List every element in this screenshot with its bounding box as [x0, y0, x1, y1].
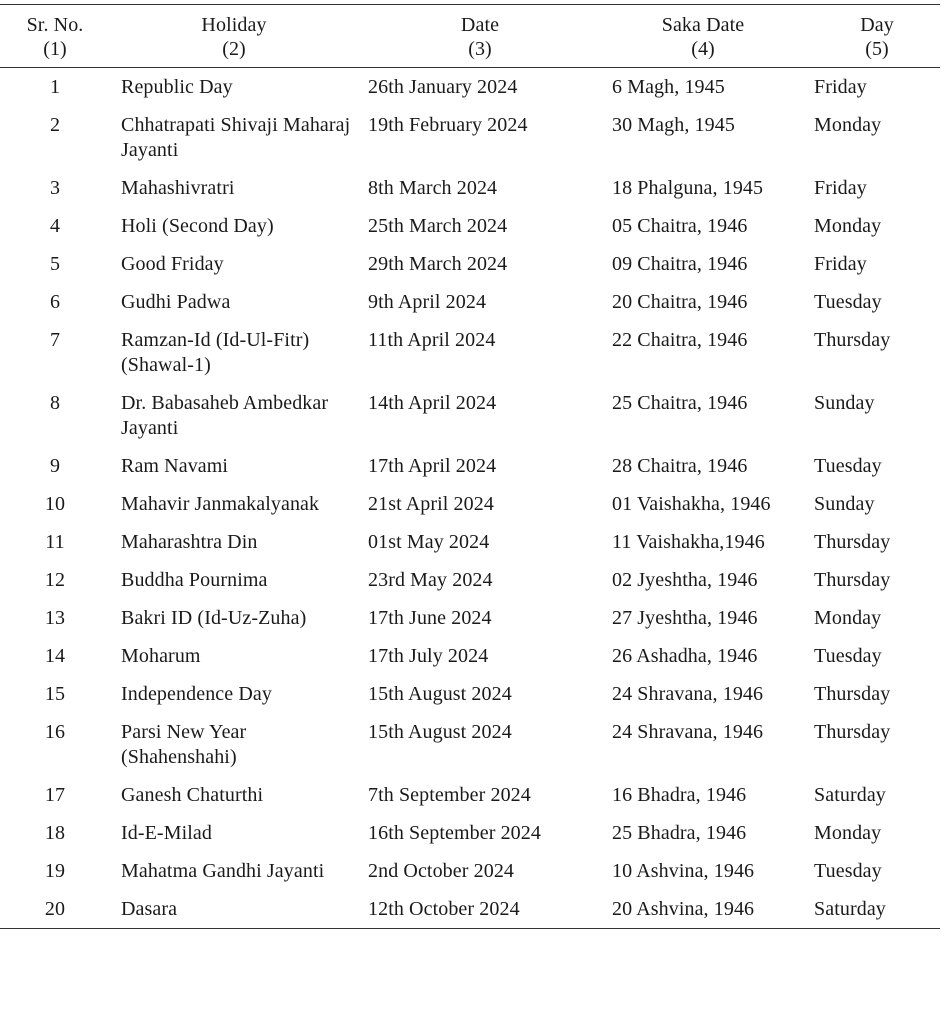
saka-date-cell: 30 Magh, 1945 — [612, 114, 735, 136]
sr-no-cell: 20 — [44, 898, 66, 920]
table-body — [0, 68, 940, 929]
day-cell: Tuesday — [814, 291, 882, 313]
date-cell: 17th April 2024 — [368, 455, 497, 477]
saka-date-cell: 24 Shravana, 1946 — [612, 683, 764, 705]
sr-no-cell: 6 — [49, 291, 61, 313]
table-row — [0, 169, 940, 207]
saka-date-cell: 01 Vaishakha, 1946 — [612, 493, 771, 515]
header-title: Saka Date — [661, 14, 745, 36]
saka-date-cell: 16 Bhadra, 1946 — [612, 784, 747, 806]
table-row — [0, 599, 940, 637]
day-cell: Saturday — [814, 784, 886, 806]
saka-date-cell: 25 Bhadra, 1946 — [612, 822, 747, 844]
holiday-cell: Mahatma Gandhi Jayanti — [121, 860, 325, 882]
day-cell: Thursday — [814, 683, 891, 705]
day-cell: Friday — [814, 253, 867, 275]
date-cell: 25th March 2024 — [368, 215, 508, 237]
sr-no-cell: 2 — [49, 114, 61, 136]
sr-no-cell: 11 — [45, 531, 65, 553]
sr-no-cell: 5 — [49, 253, 61, 275]
date-cell: 2nd October 2024 — [368, 860, 515, 882]
saka-date-cell: 25 Chaitra, 1946 — [612, 392, 748, 414]
sr-no-cell: 16 — [44, 721, 66, 743]
sr-no-cell: 13 — [44, 607, 66, 629]
day-cell: Monday — [814, 822, 882, 844]
day-cell: Saturday — [814, 898, 886, 920]
day-cell: Monday — [814, 607, 882, 629]
sr-no-cell: 12 — [44, 569, 66, 591]
saka-date-cell: 10 Ashvina, 1946 — [612, 860, 755, 882]
date-cell: 9th April 2024 — [368, 291, 487, 313]
day-cell: Tuesday — [814, 645, 882, 667]
table-row — [0, 814, 940, 852]
header-number: (5) — [865, 38, 889, 60]
day-cell: Tuesday — [814, 860, 882, 882]
saka-date-cell: 24 Shravana, 1946 — [612, 721, 764, 743]
sr-no-cell: 3 — [49, 177, 61, 199]
day-cell: Friday — [814, 177, 867, 199]
holiday-cell: Id-E-Milad — [121, 822, 212, 844]
date-cell: 14th April 2024 — [368, 392, 497, 414]
holiday-cell: Ramzan-Id (Id-Ul-Fitr) (Shawal-1) — [121, 329, 310, 376]
date-cell: 8th March 2024 — [368, 177, 498, 199]
day-cell: Thursday — [814, 721, 891, 743]
holiday-cell: Bakri ID (Id-Uz-Zuha) — [121, 607, 307, 629]
date-cell: 15th August 2024 — [368, 683, 512, 705]
sr-no-cell: 1 — [49, 76, 61, 98]
table-row — [0, 384, 940, 447]
date-cell: 19th February 2024 — [368, 114, 528, 136]
date-cell: 12th October 2024 — [368, 898, 520, 920]
table-row — [0, 561, 940, 599]
table-row — [0, 776, 940, 814]
header-number: (2) — [222, 38, 246, 60]
saka-date-cell: 02 Jyeshtha, 1946 — [612, 569, 758, 591]
table-row — [0, 283, 940, 321]
table-row — [0, 321, 940, 384]
holiday-cell: Parsi New Year (Shahenshahi) — [121, 721, 247, 768]
header-day — [804, 5, 940, 68]
header-row — [0, 5, 940, 68]
table-row — [0, 447, 940, 485]
saka-date-cell: 09 Chaitra, 1946 — [612, 253, 748, 275]
sr-no-cell: 15 — [44, 683, 66, 705]
holiday-cell: Moharum — [121, 645, 201, 667]
sr-no-cell: 19 — [44, 860, 66, 882]
day-cell: Tuesday — [814, 455, 882, 477]
date-cell: 01st May 2024 — [368, 531, 490, 553]
saka-date-cell: 18 Phalguna, 1945 — [612, 177, 764, 199]
day-cell: Monday — [814, 215, 882, 237]
header-title: Day — [860, 14, 894, 36]
holiday-cell: Mahavir Janmakalyanak — [121, 493, 320, 515]
date-cell: 11th April 2024 — [368, 329, 496, 351]
holiday-cell: Gudhi Padwa — [121, 291, 231, 313]
saka-date-cell: 28 Chaitra, 1946 — [612, 455, 748, 477]
holiday-cell: Independence Day — [121, 683, 272, 705]
holiday-cell: Buddha Pournima — [121, 569, 268, 591]
header-title: Holiday — [201, 14, 267, 36]
saka-date-cell: 20 Chaitra, 1946 — [612, 291, 748, 313]
date-cell: 21st April 2024 — [368, 493, 494, 515]
holiday-cell: Dr. Babasaheb Ambedkar Jayanti — [121, 392, 329, 439]
date-cell: 15th August 2024 — [368, 721, 512, 743]
saka-date-cell: 11 Vaishakha,1946 — [612, 531, 765, 553]
sr-no-cell: 9 — [49, 455, 61, 477]
day-cell: Sunday — [814, 493, 875, 515]
table-row — [0, 68, 940, 107]
day-cell: Thursday — [814, 329, 891, 351]
holiday-cell: Republic Day — [121, 76, 233, 98]
saka-date-cell: 05 Chaitra, 1946 — [612, 215, 748, 237]
saka-date-cell: 20 Ashvina, 1946 — [612, 898, 755, 920]
header-number: (3) — [468, 38, 492, 60]
table-row — [0, 523, 940, 561]
saka-date-cell: 22 Chaitra, 1946 — [612, 329, 748, 351]
table-row — [0, 675, 940, 713]
header-date — [358, 5, 602, 68]
table-row — [0, 713, 940, 776]
holiday-cell: Maharashtra Din — [121, 531, 258, 553]
holiday-cell: Ganesh Chaturthi — [121, 784, 264, 806]
day-cell: Sunday — [814, 392, 875, 414]
header-title: Sr. No. — [26, 14, 84, 36]
date-cell: 26th January 2024 — [368, 76, 518, 98]
day-cell: Thursday — [814, 531, 891, 553]
sr-no-cell: 7 — [49, 329, 61, 351]
day-cell: Monday — [814, 114, 882, 136]
holiday-cell: Dasara — [121, 898, 178, 920]
holiday-cell: Chhatrapati Shivaji Maharaj Jayanti — [121, 114, 351, 161]
sr-no-cell: 14 — [44, 645, 66, 667]
holiday-table — [0, 4, 940, 929]
day-cell: Friday — [814, 76, 867, 98]
header-saka-date — [602, 5, 804, 68]
table-row — [0, 207, 940, 245]
date-cell: 7th September 2024 — [368, 784, 531, 806]
date-cell: 29th March 2024 — [368, 253, 508, 275]
saka-date-cell: 6 Magh, 1945 — [612, 76, 725, 98]
table-row — [0, 245, 940, 283]
sr-no-cell: 18 — [44, 822, 66, 844]
day-cell: Thursday — [814, 569, 891, 591]
date-cell: 16th September 2024 — [368, 822, 541, 844]
header-holiday — [110, 5, 358, 68]
table-row — [0, 106, 940, 169]
table-row — [0, 890, 940, 929]
table-row — [0, 852, 940, 890]
date-cell: 23rd May 2024 — [368, 569, 493, 591]
header-title: Date — [460, 14, 500, 36]
table-row — [0, 485, 940, 523]
table-header — [0, 5, 940, 68]
saka-date-cell: 27 Jyeshtha, 1946 — [612, 607, 758, 629]
holiday-cell: Holi (Second Day) — [121, 215, 274, 237]
sr-no-cell: 4 — [49, 215, 61, 237]
holiday-cell: Ram Navami — [121, 455, 229, 477]
holiday-cell: Good Friday — [121, 253, 224, 275]
date-cell: 17th June 2024 — [368, 607, 492, 629]
sr-no-cell: 8 — [49, 392, 61, 414]
table-row — [0, 637, 940, 675]
header-sr-no — [0, 5, 110, 68]
holiday-cell: Mahashivratri — [121, 177, 235, 199]
saka-date-cell: 26 Ashadha, 1946 — [612, 645, 758, 667]
header-number: (1) — [43, 38, 67, 60]
sr-no-cell: 17 — [44, 784, 66, 806]
header-number: (4) — [691, 38, 715, 60]
date-cell: 17th July 2024 — [368, 645, 489, 667]
sr-no-cell: 10 — [44, 493, 66, 515]
